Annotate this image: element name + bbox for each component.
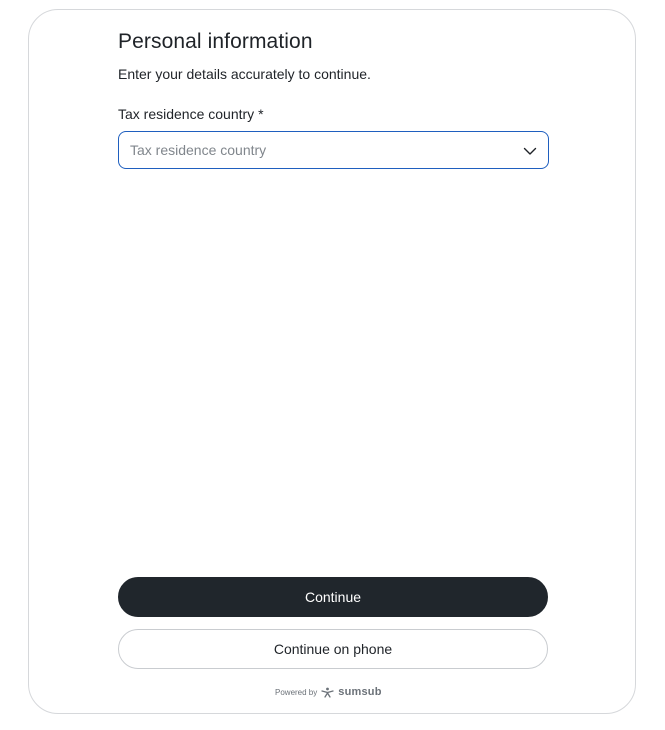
continue-button[interactable]: Continue [118, 577, 548, 617]
powered-by-text: Powered by [275, 687, 318, 697]
powered-by-footer[interactable] [275, 686, 382, 698]
continue-on-phone-button[interactable]: Continue on phone [118, 629, 548, 669]
tax-country-select[interactable] [118, 131, 549, 169]
verification-card [28, 9, 636, 714]
sumsub-logo-icon [321, 687, 334, 698]
tax-country-label: Tax residence country * [118, 106, 264, 122]
page-title: Personal information [118, 30, 313, 53]
chevron-down-icon [523, 144, 537, 158]
sumsub-brand-text: sumsub [338, 686, 382, 698]
tax-country-placeholder: Tax residence country [130, 142, 267, 158]
page-subtitle: Enter your details accurately to continue. [118, 66, 371, 82]
